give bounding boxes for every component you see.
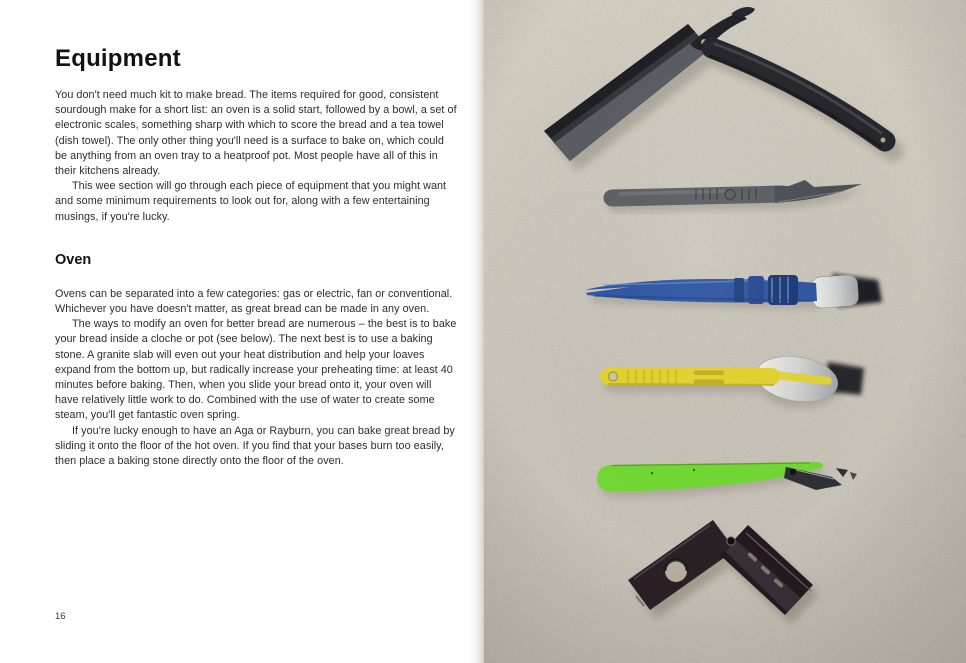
page-number: 16 [55,611,66,622]
page-content [55,46,457,469]
intro-paragraph-1: You don't need much kit to make bread. The items required for good, consistent sourdough make for a short list: an oven is a solid start, followed by a bowl, a set of electronic scales, something sharp with which to score the bread and a tea towel (dish towel). The only other thing you'll need is a surface to bake on, which could be anything from an oven tray to a heatproof pot. Most people have all of this in their kitchens already. [55,89,457,178]
section-heading-oven: Oven [55,251,92,268]
page-gutter-shadow [468,0,484,663]
oven-paragraph-1: Ovens can be separated into a few categories: gas or electric, fan or conventional. Whichever you have doesn't matter, as great bread can be made in any oven. [55,287,453,316]
oven-paragraph-2: The ways to modify an oven for better bread are numerous – the best is to bake your bread inside a cloche or pot (see below). The next best is to use a baking stone. A granite slab will even out your heat distribution and help your loaves expand from the bottom up, but radically increase your preheating time: at least 40 minutes before baking. Then, when you slide your bread onto it, your oven will have relatively little work to do. Combined with the use of water to create some steam, you'll get fantastic oven spring. [55,318,457,422]
intro-paragraph-2: This wee section will go through each piece of equipment that you might want and some minimum requirements to look out for, along with a few entertaining musings, if you're lucky. [55,180,447,223]
equipment-photo-page [484,0,966,663]
photo-blades-on-linen [484,0,966,663]
oven-paragraph-3: If you're lucky enough to have an Aga or Rayburn, you can bake great bread by sliding it onto the floor of the hot oven. If you find that your bases burn too easily, then place a baking stone directly onto the floor of the oven. [55,424,455,468]
page-title: Equipment [55,45,181,72]
photo-vignette [484,0,966,663]
